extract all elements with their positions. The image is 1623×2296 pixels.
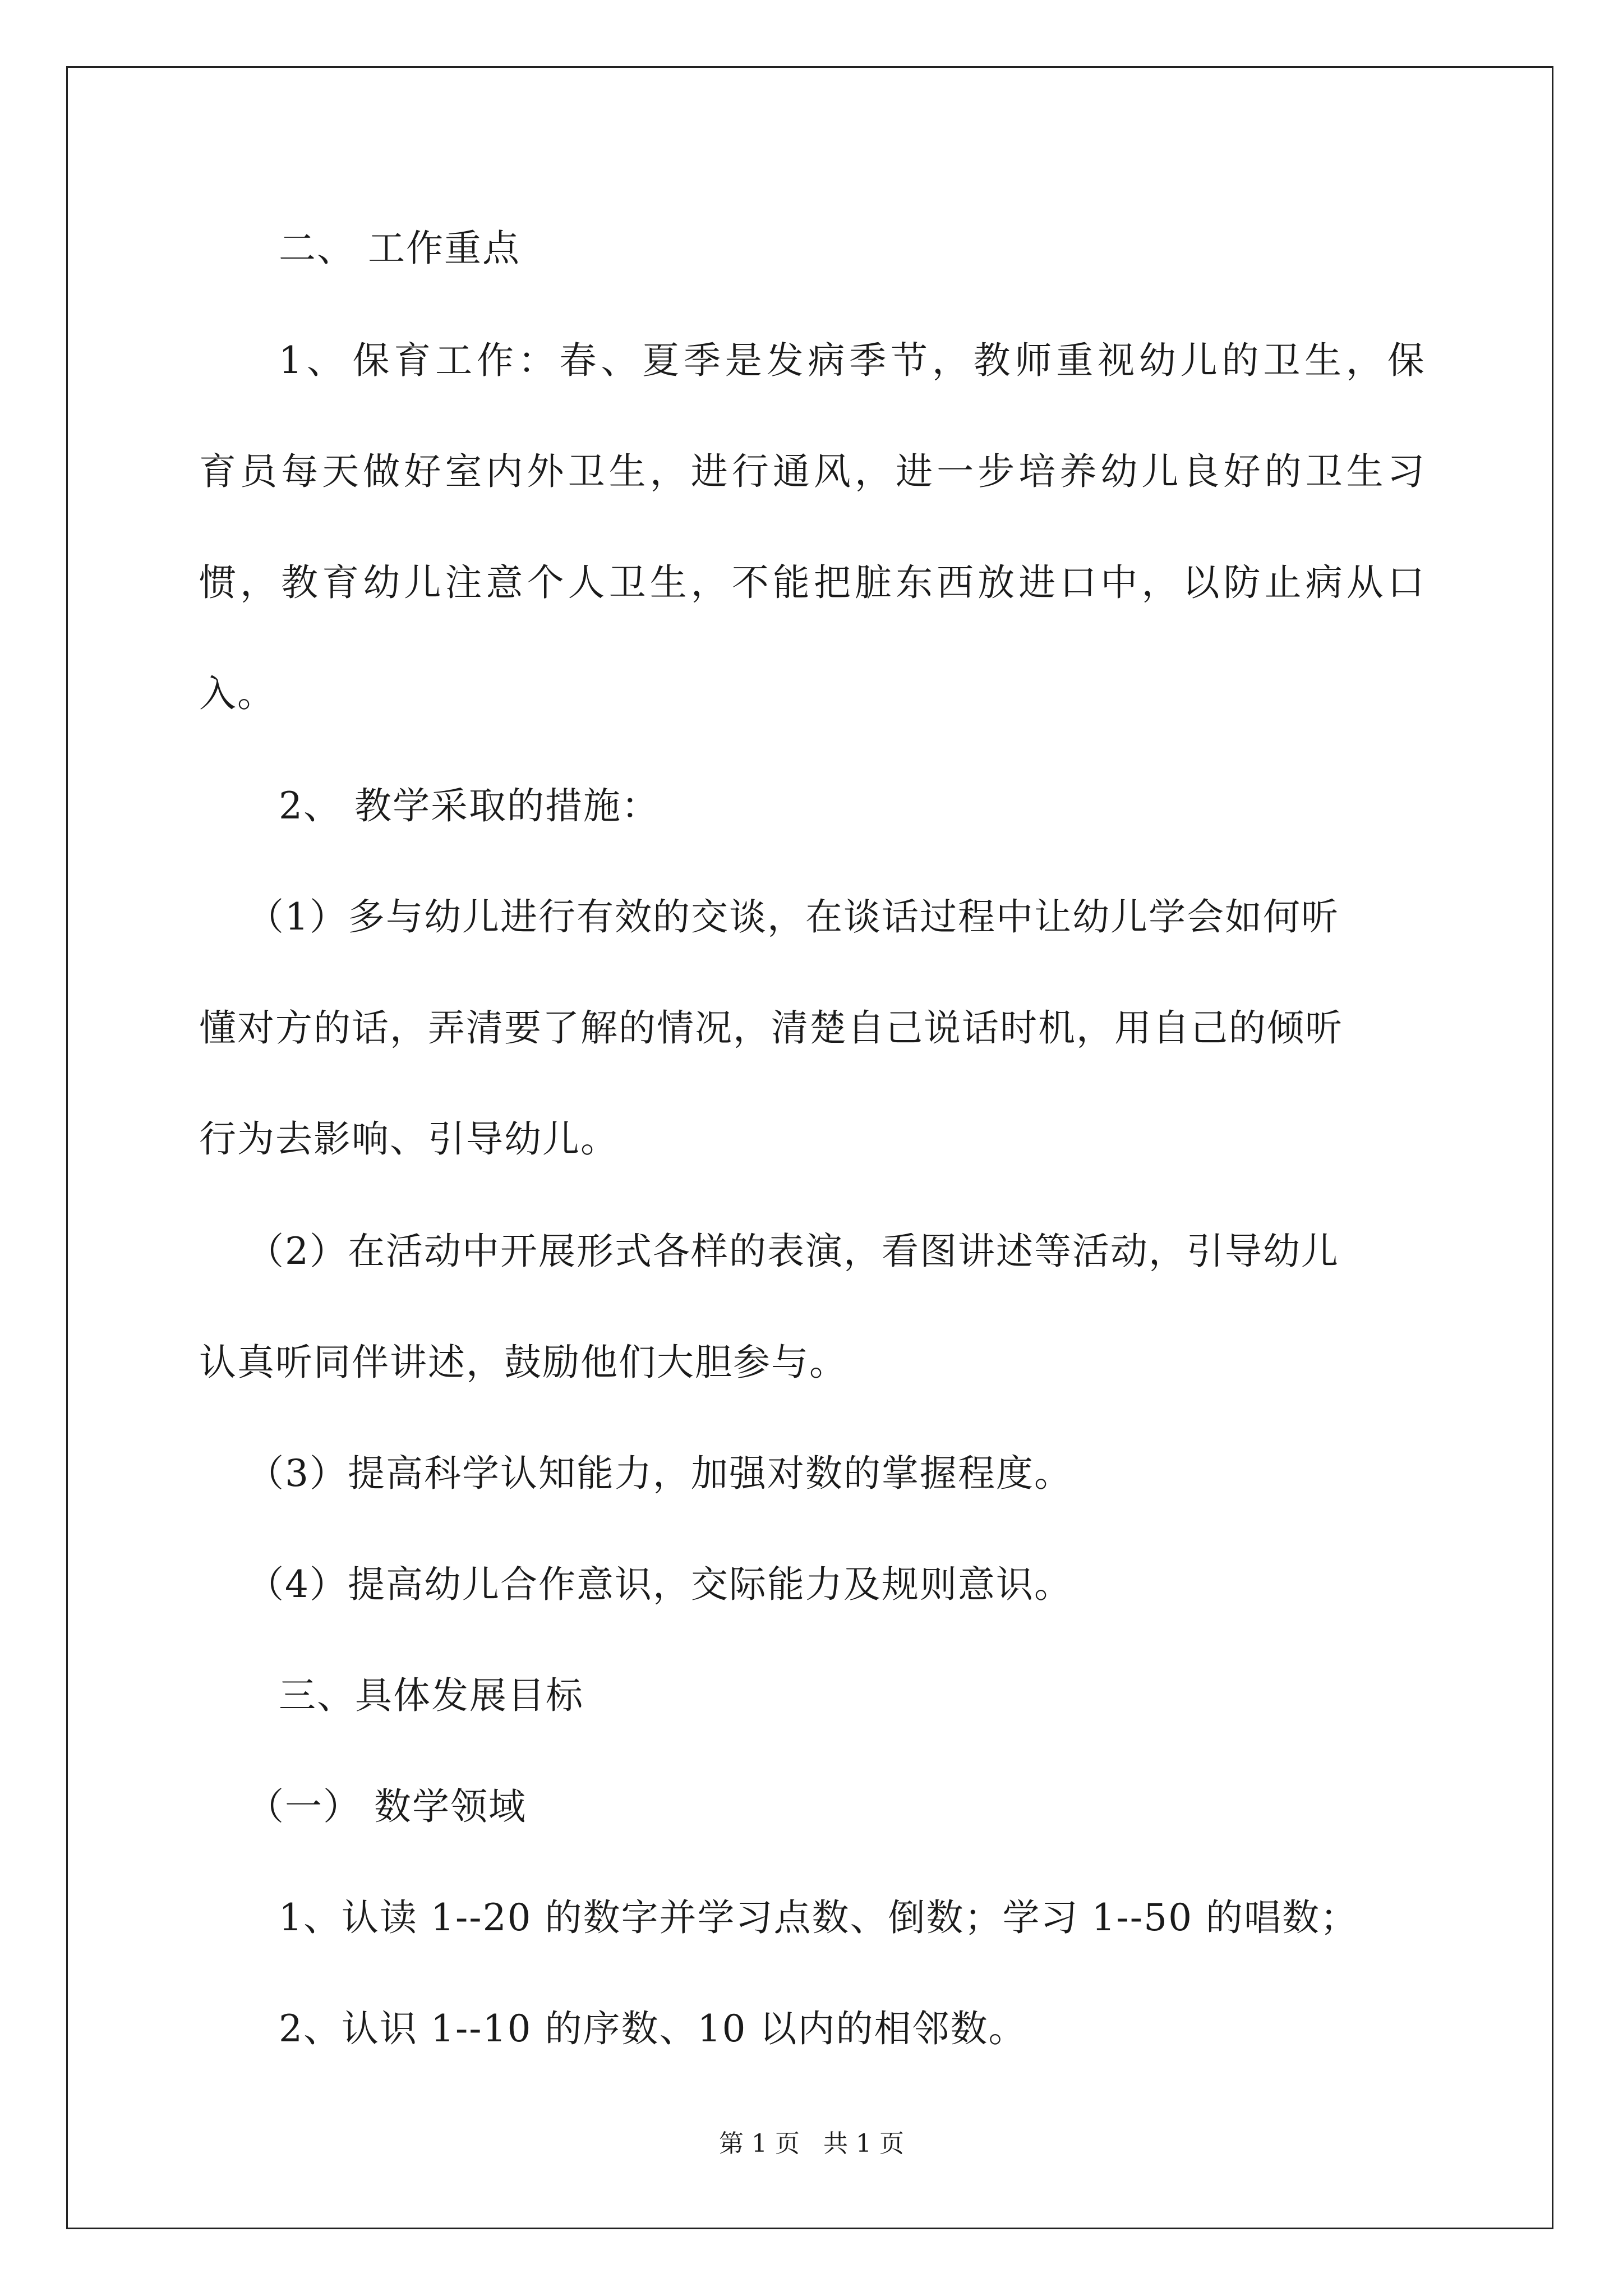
- measure-3: （3）提高科学认知能力，加强对数的掌握程度。: [247, 1452, 1072, 1495]
- paragraph-childcare-line-4: 入。: [199, 672, 275, 715]
- subsection-heading-math: （一） 数学领域: [247, 1785, 527, 1828]
- measure-1-line-3: 行为去影响、引导幼儿。: [199, 1117, 619, 1161]
- page-number-footer: 第 1 页 共 1 页: [719, 2129, 904, 2158]
- paragraph-childcare-line-2: 育 员 每 天 做 好 室 内 外 卫 生 ， 进 行 通 风 ， 进 一 步 培 养 幼 儿 良 好 的 卫 生 习: [199, 450, 1424, 493]
- goal-2: 2、认识 1--10 的序数、10 以内的相邻数。: [279, 2007, 1027, 2050]
- section-heading-development-goals: 三、具体发展目标: [279, 1674, 584, 1717]
- paragraph-childcare-line-3: 惯 ， 教 育 幼 儿 注 意 个 人 卫 生 ， 不 能 把 脏 东 西 放 进 口 中 ， 以 防 止 病 从 口: [199, 561, 1424, 604]
- measure-1-line-2: 懂对方的话，弄清要了解的情况，清楚自己说话时机，用自己的倾听: [199, 1006, 1343, 1050]
- paragraph-childcare-line-1: 1 、 保 育 工 作 ： 春 、 夏 季 是 发 病 季 节 ， 教 师 重 视 幼 儿 的 卫 生 ， 保: [279, 339, 1424, 382]
- measure-1-line-1: （1）多与幼儿进行有效的交谈，在谈话过程中让幼儿学会如何听: [247, 895, 1339, 938]
- goal-1: 1、认读 1--20 的数字并学习点数、倒数；学习 1--50 的唱数；: [279, 1896, 1359, 1939]
- item-heading-teaching-measures: 2、 教学采取的措施：: [279, 784, 660, 827]
- section-heading-work-focus: 二、 工作重点: [279, 227, 520, 270]
- measure-2-line-1: （2）在活动中开展形式各样的表演，看图讲述等活动，引导幼儿: [247, 1230, 1339, 1273]
- measure-4: （4）提高幼儿合作意识，交际能力及规则意识。: [247, 1563, 1072, 1606]
- measure-2-line-2: 认真听同伴讲述，鼓励他们大胆参与。: [199, 1341, 847, 1384]
